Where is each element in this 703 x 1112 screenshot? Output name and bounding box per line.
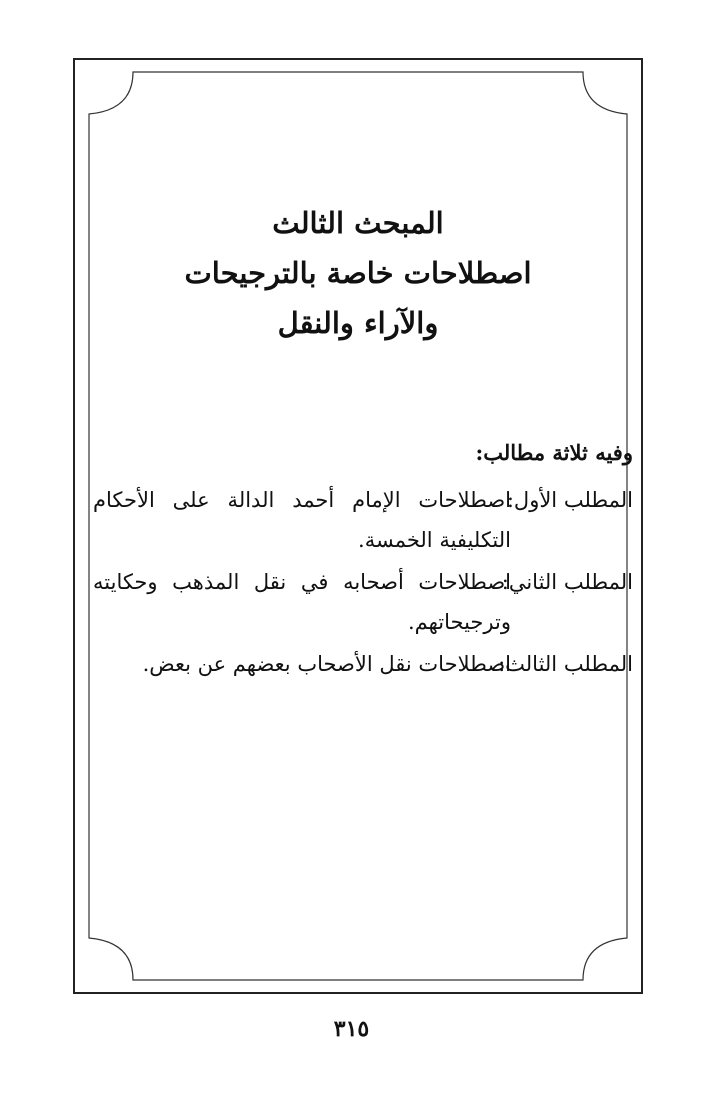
section-label: المطلب الثالث: [498,652,633,676]
section-text: اصطلاحات نقل الأصحاب بعضهم عن بعض. [142,652,511,676]
section-label: المطلب الثاني: [501,570,633,594]
chapter-title: المبحث الثالث [272,206,444,240]
sections-list [93,480,633,686]
section-item [93,562,633,642]
section-text: اصطلاحات أصحابه في نقل المذهب وحكايته وترجيحاتهم. [93,570,511,634]
page-frame [73,58,643,994]
chapter-subtitle-cont: والآراء والنقل [277,306,439,340]
chapter-headings [75,198,641,348]
section-item [93,480,633,560]
chapter-subtitle: اصطلاحات خاصة بالترجيحات [184,256,532,290]
sections-intro: وفيه ثلاثة مطالب: [475,440,633,465]
page-number: ٣١٥ [333,1016,370,1042]
section-item [93,644,633,684]
section-label: المطلب الأول: [506,488,633,512]
section-text: اصطلاحات الإمام أحمد الدالة على الأحكام التكليفية الخمسة. [93,488,511,552]
